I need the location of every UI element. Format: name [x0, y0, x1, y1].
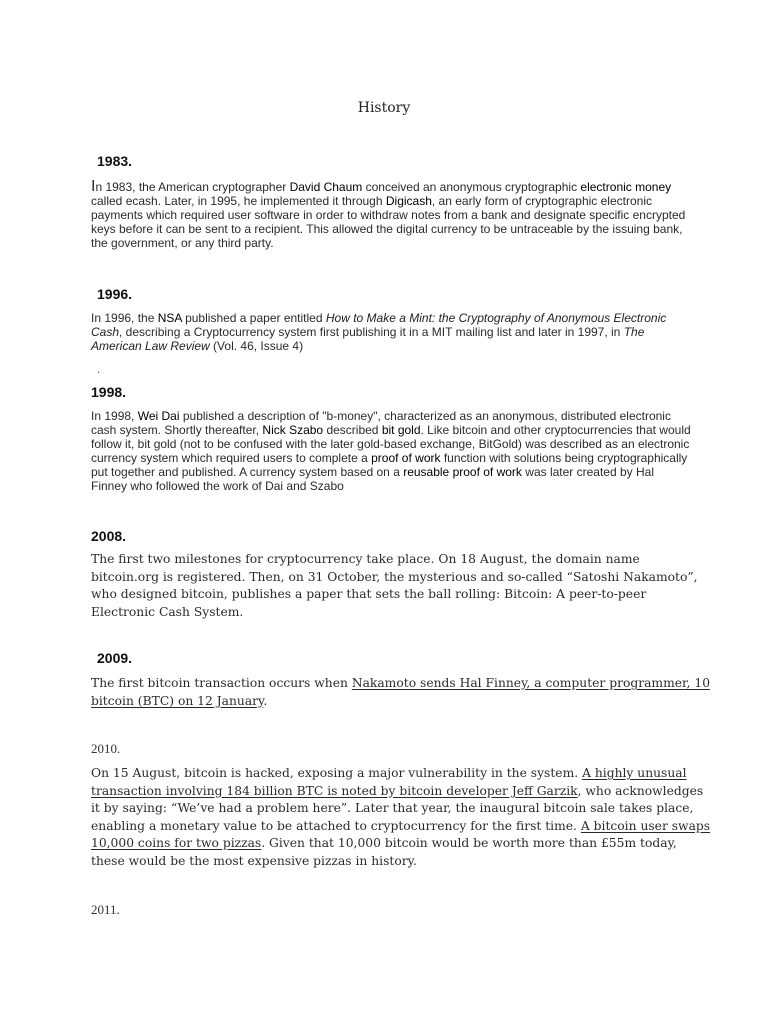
link-david-chaum[interactable]: David Chaum	[289, 180, 363, 194]
text-run: . Given that 10,000 bitcoin would be worth more than £55m today, these would be the most expensive pizzas in history.	[91, 836, 677, 868]
text-run: was later created by Hal Finney who followed the work of Dai and Szabo	[91, 465, 654, 493]
year-heading-2011: 2011.	[91, 902, 120, 917]
text-run: conceived an anonymous cryptographic	[362, 180, 581, 194]
year-heading-2010: 2010.	[91, 741, 121, 756]
text-run: On 15 August, bitcoin is hacked, exposing a major vulnerability in the system.	[91, 766, 583, 780]
year-heading-2009: 2009.	[97, 650, 133, 666]
text-run: published a description of "b-money", characterized as an anonymous, distributed electronic cash system. Shortly thereafter,	[91, 409, 671, 437]
link-nakamoto-hal-finney[interactable]: Nakamoto sends Hal Finney, a computer programmer, 10 bitcoin (BTC) on 12 January	[91, 676, 711, 708]
link-wei-dai[interactable]: Wei Dai	[137, 409, 180, 423]
year-heading-1983: 1983.	[97, 153, 133, 169]
text-run: , who acknowledges it by saying: “We’ve had a problem here”. Later that year, the inaugural bitcoin sale takes place, enabling a monetary value to be attached to cryptocurrency for the first time.	[91, 783, 704, 833]
text-run: The first bitcoin transaction occurs when	[91, 676, 352, 690]
text-run: In 1996, the	[91, 311, 158, 325]
paragraph-2009	[91, 675, 711, 710]
paragraph-1996	[91, 311, 691, 353]
page-title: History	[357, 100, 411, 116]
text-run: . Like bitcoin and other cryptocurrencies that would follow it, bit gold (not to be confused with the later gold-based exchange, BitGold) was described as an electronic currency system which required users to complete a	[91, 423, 691, 465]
link-digicash[interactable]: Digicash	[385, 194, 432, 208]
text-run: function with solutions being cryptographically put together and published. A currency system based on a	[91, 451, 688, 479]
link-proof-of-work[interactable]: proof of work	[371, 451, 441, 465]
paragraph-2008: The first two milestones for cryptocurrency take place. On 18 August, the domain name bitcoin.org is registered. Then, on 31 October, the mysterious and so-called “Satoshi Nakamoto”, who designed bitcoin, publishes a paper that sets the ball rolling: Bitcoin: A peer-to-peer Electronic Cash System.	[91, 552, 698, 619]
text-run: , an early form of cryptographic electronic payments which required user software in order to withdraw notes from a bank and designate specific encrypted keys before it can be sent to a recipient. This allowed the digital currency to be untraceable by the issuing bank, the government, or any third party.	[91, 194, 686, 250]
stray-dot: .	[97, 362, 101, 376]
link-unusual-transaction[interactable]: A highly unusual transaction involving 184 billion BTC is noted by bitcoin developer Jeff Garzik	[91, 766, 687, 798]
link-reusable-proof-of-work[interactable]: reusable proof of work	[403, 465, 522, 479]
text-run: called ecash. Later, in 1995, he implemented it through	[91, 194, 386, 208]
text-run: .	[263, 693, 268, 708]
link-nick-szabo[interactable]: Nick Szabo	[262, 423, 324, 437]
text-run: n 1983, the American cryptographer	[95, 180, 290, 194]
paper-title: How to Make a Mint: the Cryptography of Anonymous Electronic Cash	[91, 311, 667, 339]
text-run: In 1998,	[91, 409, 138, 423]
year-heading-2008: 2008.	[91, 528, 127, 544]
link-nsa[interactable]: NSA	[157, 311, 182, 325]
link-bit-gold[interactable]: bit gold	[381, 423, 421, 437]
drop-initial: I	[91, 178, 96, 195]
text-run: described	[323, 423, 382, 437]
paragraph-1983	[91, 180, 691, 250]
journal-title: The American Law Review	[91, 325, 645, 353]
link-electronic-money[interactable]: electronic money	[580, 180, 672, 194]
paragraph-2010	[91, 765, 711, 870]
year-heading-1998: 1998.	[91, 384, 127, 400]
link-bitcoin-pizzas[interactable]: A bitcoin user swaps 10,000 coins for two pizzas	[91, 818, 711, 850]
year-heading-1996: 1996.	[97, 286, 133, 302]
text-run: (Vol. 46, Issue 4)	[209, 339, 304, 353]
text-run: , describing a Cryptocurrency system first publishing it in a MIT mailing list and later in 1997, in	[119, 325, 624, 339]
paragraph-1998	[91, 409, 691, 493]
text-run: published a paper entitled	[181, 311, 326, 325]
